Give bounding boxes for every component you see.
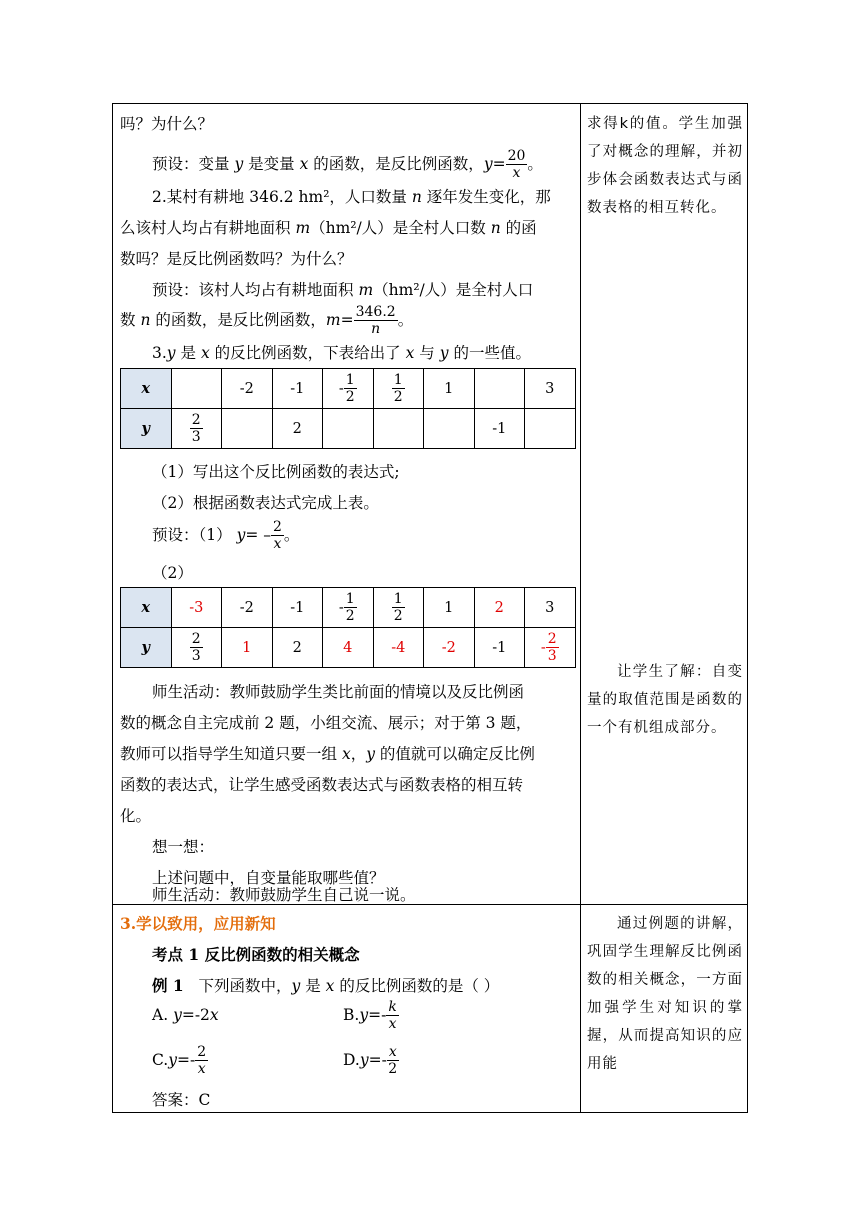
- preset-3-part-2: （2）: [152, 564, 193, 582]
- table-cell: $\frac{1}{2}$: [373, 588, 424, 628]
- answer: 答案：C: [152, 1091, 211, 1109]
- question-2-line-1: 2.某村有耕地 346.2 hm²，人口数量 n 逐年发生变化，那: [152, 188, 551, 206]
- table-cell: [323, 409, 374, 449]
- table-header-x: x: [121, 588, 172, 628]
- topic-heading: 考点 1 反比例函数的相关概念: [152, 945, 360, 964]
- task-2: （2）根据函数表达式完成上表。: [152, 494, 379, 512]
- question-3: 3.y 是 x 的反比例函数，下表给出了 x 与 y 的一些值。: [152, 344, 531, 362]
- table-cell: 3: [525, 369, 576, 409]
- table-cell: [373, 409, 424, 449]
- fraction-346-over-n: $\frac{346.2}{n}$: [355, 303, 396, 337]
- table-row-y: [121, 409, 576, 449]
- table-row-x: [121, 369, 576, 409]
- option-c: C. y =- $\frac{2}{x}$: [152, 1043, 207, 1077]
- table-cell: $\frac{1}{2}$: [373, 369, 424, 409]
- value-table-2: [120, 587, 576, 668]
- table-cell: 1: [424, 588, 475, 628]
- table-cell: -2: [222, 369, 273, 409]
- table-cell: [424, 409, 475, 449]
- table-cell: [525, 409, 576, 449]
- table-cell: -2: [424, 628, 475, 668]
- activity-line-5: 化。: [120, 807, 152, 825]
- table-cell: 2: [474, 588, 525, 628]
- table-cell: -1: [272, 369, 323, 409]
- table-cell: - $\frac{2}{3}$: [525, 628, 576, 668]
- table-cell: [171, 369, 222, 409]
- activity-line-1: 师生活动：教师鼓励学生类比前面的情境以及反比例函: [152, 683, 525, 701]
- fraction-2-over-x: $\frac{2}{x}$: [273, 518, 282, 552]
- table-cell: - $\frac{1}{2}$: [323, 369, 374, 409]
- preset-2-line-2: 数 n 的函数，是反比例函数， m = $\frac{346.2}{n}$ 。: [120, 303, 414, 337]
- option-d: D. y =- $\frac{x}{2}$: [343, 1043, 398, 1077]
- table-cell: 3: [525, 588, 576, 628]
- table-header-y: y: [121, 409, 172, 449]
- table-cell: 1: [222, 628, 273, 668]
- think-heading: 想一想：: [152, 838, 215, 856]
- preset-2-line-1: 预设：该村人均占有耕地面积 m（hm²/人）是全村人口: [152, 281, 534, 299]
- task-1: （1）写出这个反比例函数的表达式;: [152, 463, 400, 481]
- table-cell: -1: [474, 409, 525, 449]
- side-note-2: 让学生了解：自变量的取值范围是函数的一个有机组成部分。: [587, 664, 743, 736]
- table-header-x: x: [121, 369, 172, 409]
- side-note-3: 通过例题的讲解，巩固学生理解反比例函数的相关概念，一方面加强学生对知识的掌握，从而提高知识的应用能: [587, 916, 743, 1072]
- table-cell: 1: [424, 369, 475, 409]
- option-b: B. y =- $\frac{k}{x}$: [343, 998, 397, 1032]
- table-cell: 4: [323, 628, 374, 668]
- activity-line-3: 教师可以指导学生知道只要一组 x，y 的值就可以确定反比例: [120, 745, 535, 763]
- fraction-20-over-x: $\frac{20}{x}$: [507, 147, 526, 181]
- activity-line-4: 函数的表达式，让学生感受函数表达式与函数表格的相互转: [120, 776, 524, 794]
- table-cell: $\frac{2}{3}$: [171, 409, 222, 449]
- table-cell: 2: [272, 628, 323, 668]
- table-cell: -2: [222, 588, 273, 628]
- question-2-line-3: 数吗？是反比例函数吗？为什么？: [120, 250, 353, 268]
- table-cell: -1: [272, 588, 323, 628]
- activity-line-6: 师生活动：教师鼓励学生自己说一说。: [152, 886, 416, 904]
- activity-line-2: 数的概念自主完成前 2 题，小组交流、展示；对于第 3 题，: [120, 714, 532, 732]
- table-cell: [474, 369, 525, 409]
- example-1: 例 1 下列函数中，y 是 x 的反比例函数的是（ ）: [152, 976, 500, 995]
- table-cell: 2: [272, 409, 323, 449]
- table-cell: -3: [171, 588, 222, 628]
- column-divider: [580, 103, 581, 1113]
- table-row-x: [121, 588, 576, 628]
- option-a: A. y=-2x: [152, 1006, 219, 1024]
- section-heading: 3.学以致用，应用新知: [120, 914, 276, 933]
- preset-1: 预设：变量 y 是变量 x 的函数，是反比例函数， y = $\frac{20}{x}$ 。: [152, 147, 543, 181]
- table-row-y: [121, 628, 576, 668]
- preset-3: 预设：（1） y = – $\frac{2}{x}$ 。: [152, 518, 300, 552]
- text-line: 吗？为什么？: [120, 115, 214, 133]
- side-note-1: 求得k的值。学生加强了对概念的理解，并初步体会函数表达式与函数表格的相互转化。: [587, 116, 743, 216]
- table-cell: - $\frac{1}{2}$: [323, 588, 374, 628]
- think-question: 上述问题中，自变量能取哪些值？: [152, 869, 385, 887]
- table-header-y: y: [121, 628, 172, 668]
- table-cell: $\frac{2}{3}$: [171, 628, 222, 668]
- table-cell: -1: [474, 628, 525, 668]
- question-2-line-2: 么该村人均占有耕地面积 m（hm²/人）是全村人口数 n 的函: [120, 219, 537, 237]
- value-table-1: [120, 368, 576, 449]
- table-cell: [222, 409, 273, 449]
- table-cell: -4: [373, 628, 424, 668]
